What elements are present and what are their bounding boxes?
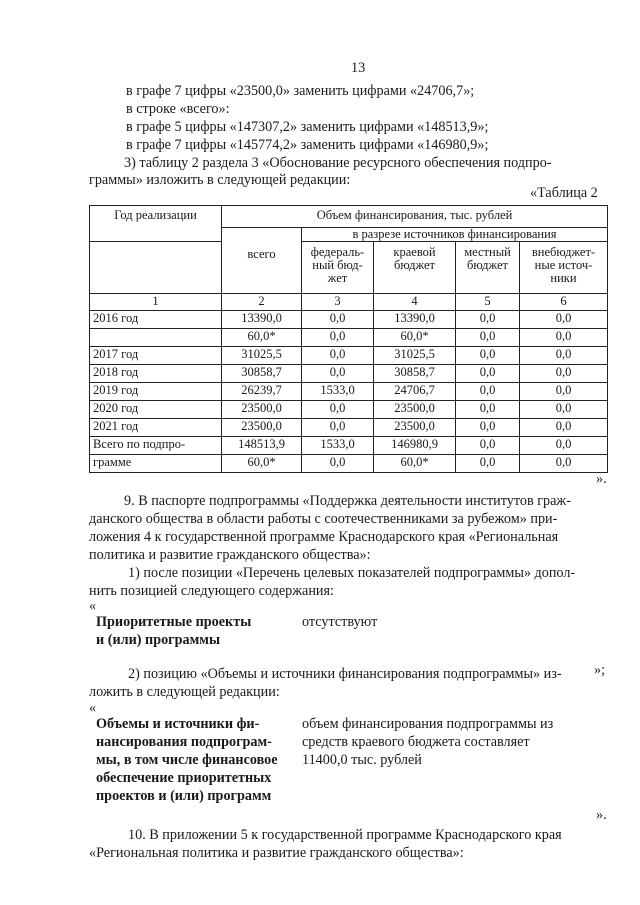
row-label: 2020 год — [90, 401, 222, 419]
row-label: 2016 год — [90, 311, 222, 329]
block1-close: »; — [594, 662, 606, 678]
col-number-4: 4 — [374, 294, 456, 311]
col-number-6: 6 — [520, 294, 608, 311]
table-row — [90, 455, 608, 473]
item9-line-3: ложения 4 к государственной программе Краснодарского края «Региональная — [89, 529, 559, 545]
header-local — [456, 242, 520, 294]
table-cell: 1533,0 — [302, 437, 374, 455]
header-sources: в разрезе источников финансирования — [302, 228, 608, 242]
table-row — [90, 437, 608, 455]
table-row — [90, 365, 608, 383]
block1-value: отсутствуют — [302, 614, 378, 630]
block2-label-3: мы, в том числе финансовое — [96, 752, 278, 768]
item3-line-2: граммы» изложить в следующей редакции: — [89, 172, 351, 188]
intro-line-4: в графе 7 цифры «145774,2» заменить цифрами «146980,9»; — [126, 137, 489, 153]
table-cell: 60,0* — [374, 329, 456, 347]
table-cell: 23500,0 — [374, 419, 456, 437]
header-total: всего — [222, 228, 302, 294]
table-cell: 0,0 — [302, 419, 374, 437]
row-label: 2017 год — [90, 347, 222, 365]
header-extra-l1: внебюджет- — [531, 245, 596, 259]
intro-line-3: в графе 5 цифры «147307,2» заменить цифрами «148513,9»; — [126, 119, 489, 135]
header-extra-l2: ные источ- — [534, 258, 593, 272]
sub2-line-2: ложить в следующей редакции: — [89, 684, 280, 700]
header-federal-l3: жет — [327, 271, 348, 285]
table-cell: 0,0 — [456, 329, 520, 347]
table-cell: 0,0 — [302, 365, 374, 383]
block2-value-2: средств краевого бюджета составляет — [302, 734, 530, 750]
col-number-2: 2 — [222, 294, 302, 311]
open-quote-1: « — [89, 598, 97, 614]
table-cell: 60,0* — [222, 329, 302, 347]
table-cell: 30858,7 — [374, 365, 456, 383]
block2-label-4: обеспечение приоритетных — [96, 770, 272, 786]
open-quote-2: « — [89, 700, 97, 716]
table-close-quote: ». — [596, 471, 607, 487]
item3-line-1: 3) таблицу 2 раздела 3 «Обоснование ресурсного обеспечения подпро- — [124, 155, 552, 171]
sub2-line-1: 2) позицию «Объемы и источники финансирования подпрограммы» из- — [128, 666, 562, 682]
header-year-cont — [90, 242, 222, 294]
table-cell: 13390,0 — [374, 311, 456, 329]
table-cell: 1533,0 — [302, 383, 374, 401]
block2-label-2: нансирования подпрограм- — [96, 734, 272, 750]
header-volume: Объем финансирования, тыс. рублей — [222, 206, 608, 228]
header-regional — [374, 242, 456, 294]
table-cell: 0,0 — [520, 329, 608, 347]
row-label: Всего по подпро- — [90, 437, 222, 455]
table-cell: 31025,5 — [222, 347, 302, 365]
table-cell: 23500,0 — [222, 401, 302, 419]
item10-line-1: 10. В приложении 5 к государственной программе Краснодарского края — [128, 827, 562, 843]
intro-line-2: в строке «всего»: — [126, 101, 230, 117]
table-cell: 0,0 — [520, 419, 608, 437]
col-number-5: 5 — [456, 294, 520, 311]
table-cell: 0,0 — [520, 401, 608, 419]
table-cell: 0,0 — [520, 437, 608, 455]
intro-line-1: в графе 7 цифры «23500,0» заменить цифрами «24706,7»; — [126, 83, 475, 99]
table-cell: 24706,7 — [374, 383, 456, 401]
table-cell: 23500,0 — [222, 419, 302, 437]
table-cell: 0,0 — [302, 311, 374, 329]
table-cell: 0,0 — [302, 347, 374, 365]
row-label: 2018 год — [90, 365, 222, 383]
item9-line-4: политика и развитие гражданского общества»: — [89, 547, 371, 563]
table-cell: 0,0 — [456, 383, 520, 401]
page-number: 13 — [351, 60, 366, 76]
item9-line-1: 9. В паспорте подпрограммы «Поддержка деятельности институтов граж- — [124, 493, 571, 509]
header-federal-l2: ный бюд- — [312, 258, 363, 272]
table-cell: 31025,5 — [374, 347, 456, 365]
header-federal — [302, 242, 374, 294]
table-cell: 0,0 — [302, 401, 374, 419]
table-row — [90, 383, 608, 401]
item10-line-2: «Региональная политика и развитие гражданского общества»: — [89, 845, 464, 861]
table-cell: 0,0 — [302, 455, 374, 473]
table-cell: 60,0* — [374, 455, 456, 473]
block2-label-5: проектов и (или) программ — [96, 788, 272, 804]
table-cell: 0,0 — [520, 347, 608, 365]
row-label: грамме — [90, 455, 222, 473]
header-federal-l1: федераль- — [310, 245, 365, 259]
column-number-row — [90, 294, 608, 311]
table-cell: 0,0 — [456, 437, 520, 455]
sub1-line-1: 1) после позиции «Перечень целевых показателей подпрограммы» допол- — [128, 565, 576, 581]
table-cell: 0,0 — [302, 329, 374, 347]
row-label: 2021 год — [90, 419, 222, 437]
col-number-1: 1 — [90, 294, 222, 311]
table-cell: 0,0 — [456, 347, 520, 365]
block2-label-1: Объемы и источники фи- — [96, 716, 260, 732]
table-cell: 0,0 — [520, 311, 608, 329]
header-extra-l3: ники — [550, 271, 577, 285]
header-regional-l1: краевой — [393, 245, 436, 259]
row-label — [90, 329, 222, 347]
table-cell: 23500,0 — [374, 401, 456, 419]
block2-value-3: 11400,0 тыс. рублей — [302, 752, 422, 768]
table-cell: 0,0 — [456, 455, 520, 473]
table-caption: «Таблица 2 — [530, 185, 598, 201]
table-row — [90, 401, 608, 419]
table-cell: 26239,7 — [222, 383, 302, 401]
block2-close: ». — [596, 807, 607, 823]
table-cell: 0,0 — [456, 365, 520, 383]
table-cell: 0,0 — [520, 365, 608, 383]
table-cell: 13390,0 — [222, 311, 302, 329]
table-cell: 0,0 — [520, 455, 608, 473]
header-extra — [520, 242, 608, 294]
table-cell: 30858,7 — [222, 365, 302, 383]
table-cell: 0,0 — [456, 311, 520, 329]
table-cell: 0,0 — [456, 419, 520, 437]
table-cell: 148513,9 — [222, 437, 302, 455]
table-row — [90, 311, 608, 329]
table-cell: 60,0* — [222, 455, 302, 473]
table-cell: 146980,9 — [374, 437, 456, 455]
header-local-l1: местный — [464, 245, 511, 259]
block1-label-2: и (или) программы — [96, 632, 221, 648]
header-year: Год реализации — [90, 206, 222, 242]
financing-table — [89, 205, 608, 473]
block2-value-1: объем финансирования подпрограммы из — [302, 716, 554, 732]
col-number-3: 3 — [302, 294, 374, 311]
header-local-l2: бюджет — [467, 258, 508, 272]
table-row — [90, 419, 608, 437]
table-cell: 0,0 — [520, 383, 608, 401]
row-label: 2019 год — [90, 383, 222, 401]
table-row — [90, 347, 608, 365]
table-cell: 0,0 — [456, 401, 520, 419]
sub1-line-2: нить позицией следующего содержания: — [89, 583, 334, 599]
header-regional-l2: бюджет — [394, 258, 435, 272]
item9-line-2: данского общества в области работы с соотечественниками за рубежом» при- — [89, 511, 558, 527]
block1-label-1: Приоритетные проекты — [96, 614, 252, 630]
table-row — [90, 329, 608, 347]
